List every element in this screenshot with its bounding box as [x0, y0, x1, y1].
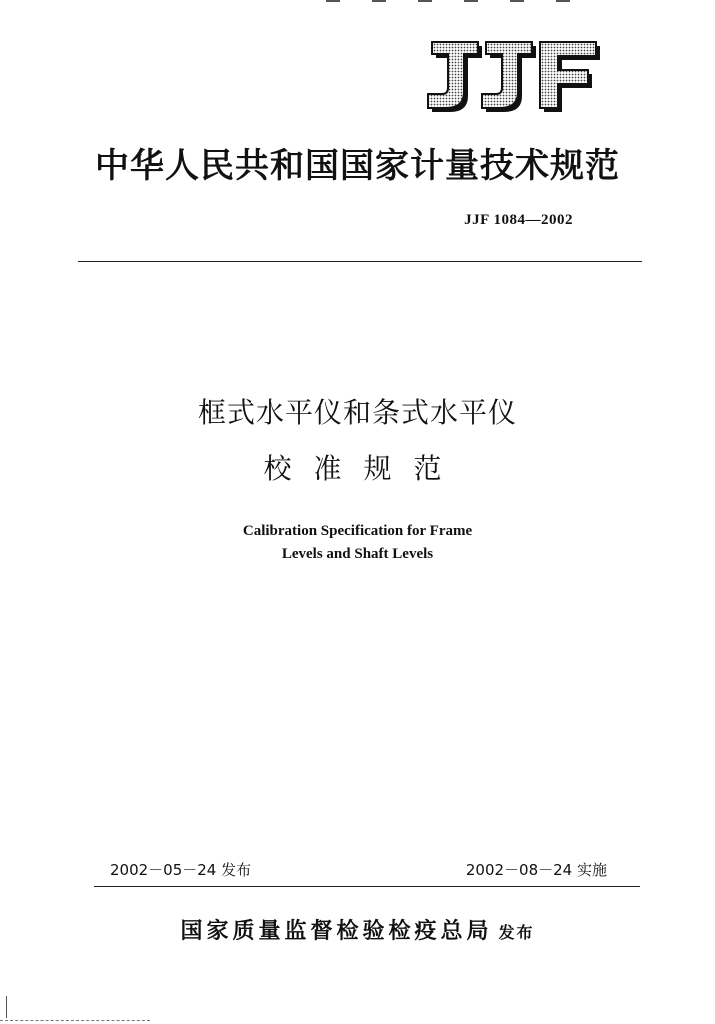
issuer-suffix: 发布 [498, 923, 535, 942]
scan-top-mark-2 [372, 0, 386, 2]
standard-series-title: 中华人民共和国国家计量技术规范 [95, 146, 620, 186]
scan-top-mark-5 [510, 0, 524, 2]
header-divider [78, 261, 642, 262]
scan-edge-line [0, 1020, 150, 1021]
document-title-en-line2: Levels and Shaft Levels [281, 546, 434, 562]
implementation-date: 2002－08－24 实施 [465, 861, 607, 879]
footer-divider [94, 886, 640, 887]
standard-number: JJF 1084—2002 [464, 212, 573, 228]
issuer-line [0, 914, 715, 945]
scan-top-mark-6 [556, 0, 570, 2]
scan-top-mark-1 [326, 0, 340, 2]
issuer-name: 国家质量监督检验检疫总局 [180, 918, 493, 944]
scan-top-mark-3 [418, 0, 432, 2]
document-title-cn-line1: 框式水平仪和条式水平仪 [197, 396, 517, 429]
scan-edge-mark [6, 996, 7, 1018]
document-title-cn-line2: 校准规范 [263, 452, 464, 485]
issue-date: 2002－05－24 发布 [110, 861, 252, 879]
scan-top-mark-4 [464, 0, 478, 2]
jjf-logo [424, 40, 604, 114]
document-title-en-line1: Calibration Specification for Frame [242, 523, 473, 539]
